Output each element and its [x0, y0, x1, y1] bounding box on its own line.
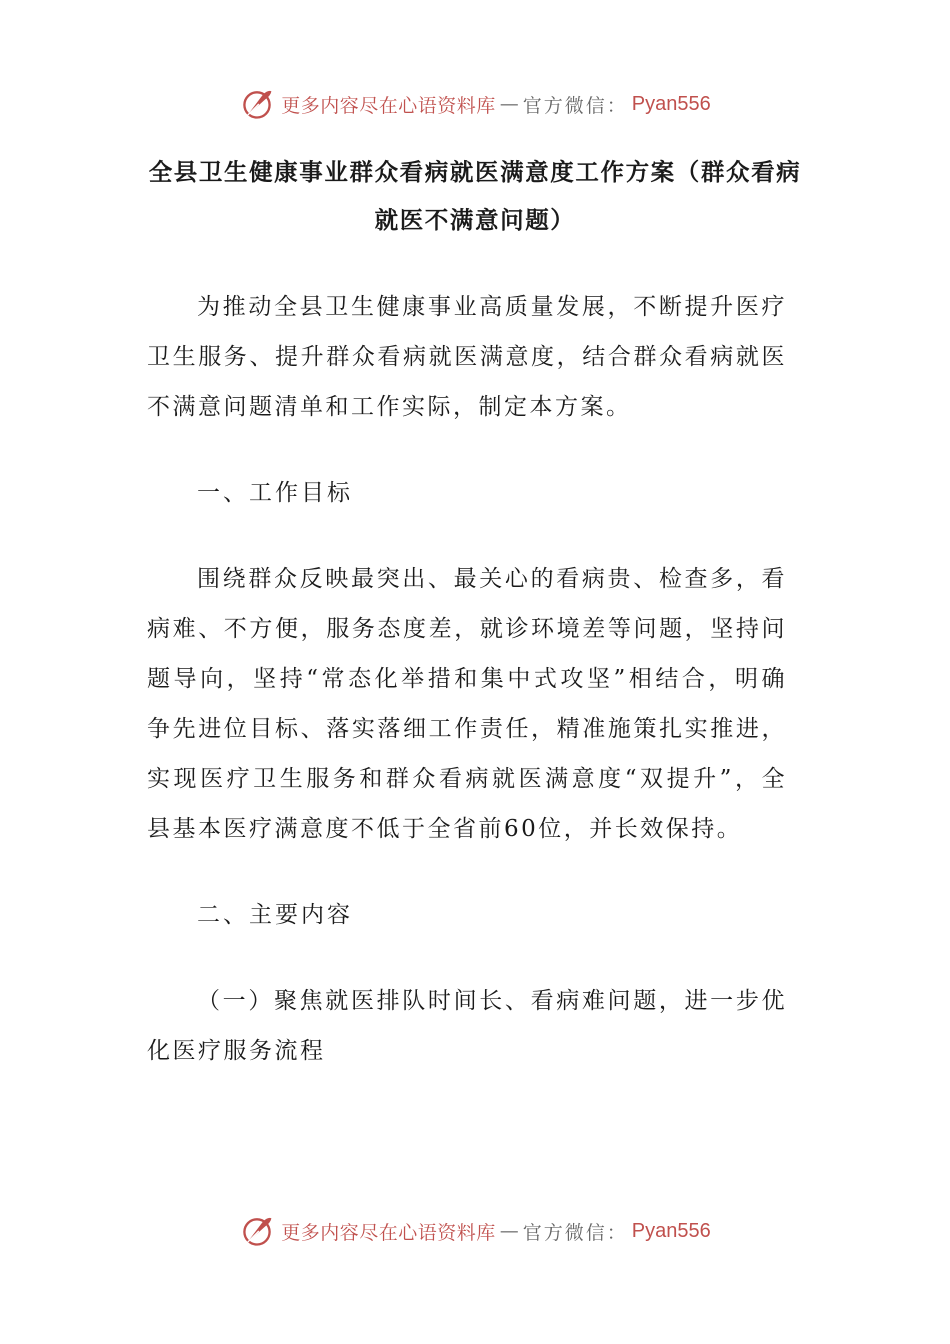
spacer	[147, 940, 787, 976]
document-body	[147, 282, 787, 1076]
quill-pen-logo-icon	[239, 86, 275, 122]
banner-text: 更多内容尽在心语资料库	[281, 94, 496, 117]
goals-paragraph: 围绕群众反映最突出、最关心的看病贵、检查多，看病难、不方便，服务态度差，就诊环境差等问题，坚持问题导向，坚持“常态化举措和集中式攻坚”相结合，明确争先进位目标、落实落细工作责任，精准施策扎实推进，实现医疗卫生服务和群众看病就医满意度“双提升”，全县基本医疗满意度不低于全省前60位，并长效保持。	[147, 566, 787, 842]
document-title: 全县卫生健康事业群众看病就医满意度工作方案（群众看病就医不满意问题）	[148, 158, 802, 234]
banner-separator: —	[499, 1220, 519, 1242]
section-heading-goals: 一、工作目标	[197, 480, 353, 506]
wechat-label: 官方微信：	[522, 94, 628, 117]
spacer	[147, 432, 787, 468]
spacer	[147, 854, 787, 890]
header-banner	[0, 84, 950, 124]
spacer	[147, 518, 787, 554]
wechat-id: Pyan556	[631, 92, 711, 115]
footer-banner	[0, 1211, 950, 1251]
section-heading-content: 二、主要内容	[197, 902, 353, 928]
wechat-label: 官方微信：	[522, 1221, 628, 1244]
banner-text: 更多内容尽在心语资料库	[281, 1221, 496, 1244]
banner-separator: —	[499, 93, 519, 115]
subsection-heading: （一）聚焦就医排队时间长、看病难问题，进一步优化医疗服务流程	[147, 988, 787, 1064]
intro-paragraph: 为推动全县卫生健康事业高质量发展，不断提升医疗卫生服务、提升群众看病就医满意度，结合群众看病就医不满意问题清单和工作实际，制定本方案。	[147, 294, 787, 420]
wechat-id: Pyan556	[631, 1219, 711, 1242]
quill-pen-logo-icon	[239, 1213, 275, 1249]
